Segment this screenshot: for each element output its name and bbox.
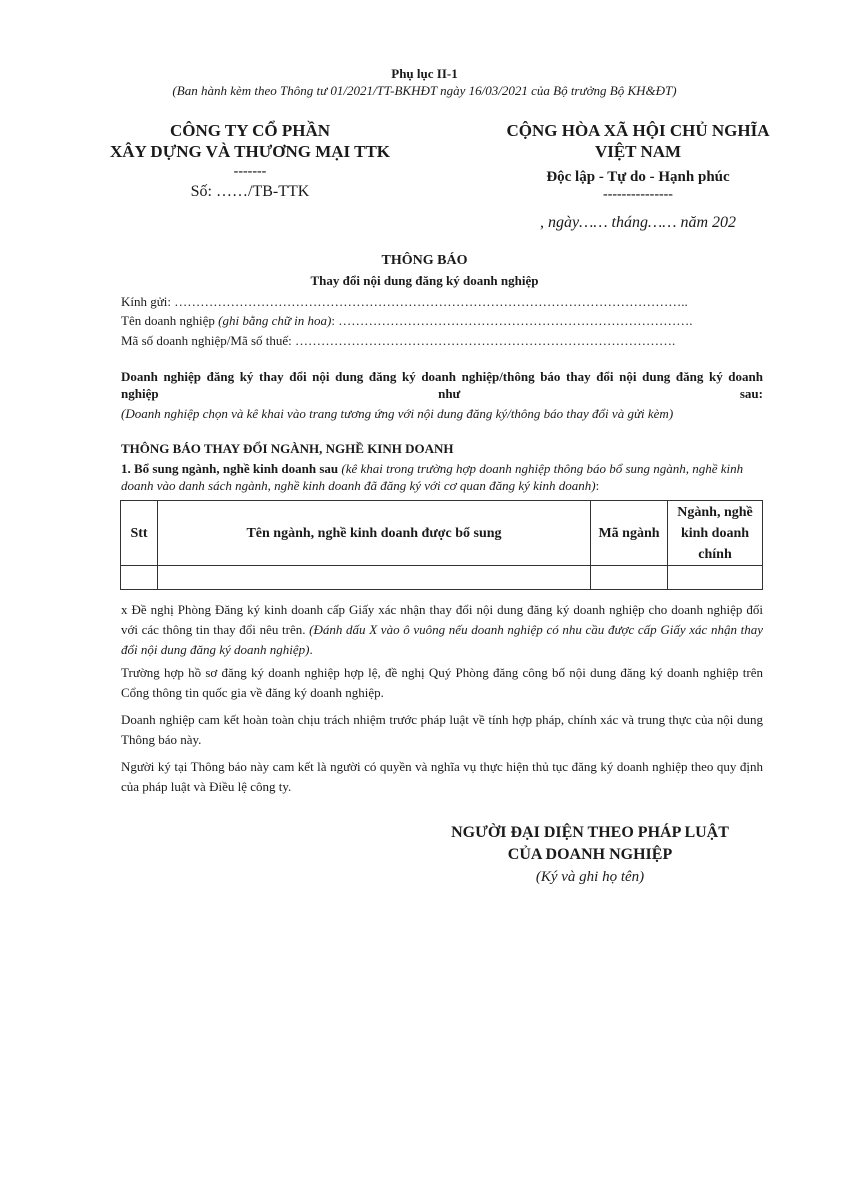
cell-sector-name[interactable]	[158, 566, 591, 590]
certificate-request-note: (Đánh dấu X vào ô vuông nếu doanh nghiệp có nhu cầu được cấp Giấy xác nhận thay đổi nội dung đăng ký doanh nghiệp)	[121, 622, 764, 657]
header-sector-code: Mã ngành	[591, 501, 668, 566]
enterprise-name-label: Tên doanh nghiệp	[121, 313, 215, 328]
enterprise-name-colon: :	[331, 313, 335, 328]
signature-note: (Ký và ghi họ tên)	[535, 869, 645, 885]
item-1-colon: :	[595, 478, 600, 493]
statement-word-1: nghiệp	[121, 386, 159, 401]
national-heading	[463, 120, 813, 233]
date-line: , ngày…… tháng…… năm 202	[539, 214, 736, 231]
addressee-field	[121, 293, 761, 310]
national-name-line2: VIỆT NAM	[594, 142, 682, 161]
statement-word-3: sau:	[739, 386, 763, 401]
header-sector-name: Tên ngành, nghề kinh doanh được bổ sung	[158, 501, 591, 566]
table-header-row	[121, 501, 763, 566]
company-name-line1: CÔNG TY CỔ PHẦN	[169, 121, 331, 140]
registration-statement	[121, 368, 763, 402]
certificate-request-text: x Đề nghị Phòng Đăng ký kinh doanh cấp Giấy xác nhận thay đổi nội dung đăng ký doanh nghiệp cho doanh nghiệp đối với các thông tin thay đổi nêu trên.	[121, 602, 763, 637]
header-main-line3: chính	[698, 546, 732, 562]
appendix-note: (Ban hành kèm theo Thông tư 01/2021/TT-BKHĐT ngày 16/03/2021 của Bộ trưởng Bộ KH&ĐT)	[172, 83, 677, 98]
certificate-request-end: .	[309, 642, 313, 657]
signer-commitment-paragraph: Người ký tại Thông báo này cam kết là người có quyền và nghĩa vụ thực hiện thủ tục đăng ký doanh nghiệp theo quy định của pháp luật và Điều lệ công ty.	[121, 759, 763, 794]
registration-statement-line2	[121, 385, 763, 402]
certificate-request-paragraph	[121, 600, 763, 660]
cell-stt[interactable]	[121, 566, 158, 590]
statement-word-2: như	[438, 386, 461, 401]
business-sector-table	[120, 500, 763, 590]
item-1-heading: 1. Bổ sung ngành, nghề kinh doanh sau	[121, 461, 339, 476]
registration-note: (Doanh nghiệp chọn và kê khai vào trang tương ứng với nội dung đăng ký/thông báo thay đổi và gửi kèm)	[121, 406, 674, 421]
section-title: THÔNG BÁO THAY ĐỔI NGÀNH, NGHỀ KINH DOANH	[121, 441, 454, 456]
table-row	[121, 566, 763, 590]
addressee-dots: ………………………………………………………………………………………………………..	[174, 294, 688, 309]
representative-title-line1: NGƯỜI ĐẠI DIỆN THEO PHÁP LUẬT	[451, 824, 729, 841]
enterprise-code-label: Mã số doanh nghiệp/Mã số thuế:	[121, 333, 292, 348]
enterprise-name-dots: ……………………………………………………………………….	[338, 313, 693, 328]
cell-sector-code[interactable]	[591, 566, 668, 590]
notice-title: THÔNG BÁO	[381, 253, 468, 268]
notice-subtitle: Thay đổi nội dung đăng ký doanh nghiệp	[310, 273, 539, 288]
representative-block	[390, 822, 790, 888]
item-1-note: (kê khai trong trường hợp doanh nghiệp thông báo bổ sung ngành, nghề kinh doanh vào danh sách ngành, nghề kinh doanh đã đăng ký với cơ quan đăng ký kinh doanh)	[121, 461, 744, 493]
appendix-title: Phụ lục II-1	[391, 66, 458, 81]
company-divider: -------	[233, 164, 267, 179]
national-name-line1: CỘNG HÒA XÃ HỘI CHỦ NGHĨA	[506, 121, 770, 140]
enterprise-name-field	[121, 312, 761, 329]
enterprise-name-hint: (ghi bằng chữ in hoa)	[218, 313, 332, 328]
header-stt: Stt	[121, 501, 158, 566]
document-number: Số: ……/TB-TTK	[190, 183, 310, 200]
publish-request-paragraph: Trường hợp hồ sơ đăng ký doanh nghiệp hợp lệ, đề nghị Quý Phòng đăng công bố nội dung đăng ký doanh nghiệp trên Cổng thông tin quốc gia về đăng ký doanh nghiệp.	[121, 665, 763, 700]
national-motto: Độc lập - Tự do - Hạnh phúc	[546, 169, 730, 185]
representative-title-line2: CỦA DOANH NGHIỆP	[507, 846, 673, 863]
header-main-line2: kinh doanh	[680, 525, 750, 541]
item-1-text	[121, 460, 765, 494]
addressee-label: Kính gửi:	[121, 294, 172, 309]
registration-statement-line1: Doanh nghiệp đăng ký thay đổi nội dung đăng ký doanh nghiệp/thông báo thay đổi nội dung đăng ký doanh	[121, 369, 763, 384]
header-main-line1: Ngành, nghề	[677, 504, 753, 520]
commitment-paragraph: Doanh nghiệp cam kết hoàn toàn chịu trách nhiệm trước pháp luật về tính hợp pháp, chính xác và trung thực của nội dung Thông báo này.	[121, 712, 763, 747]
enterprise-code-dots: …………………………………………………………………………….	[295, 333, 676, 348]
motto-divider: ---------------	[603, 187, 673, 202]
header-main-sector	[668, 501, 763, 566]
company-block	[80, 120, 420, 202]
cell-main-sector[interactable]	[668, 566, 763, 590]
company-name-line2: XÂY DỰNG VÀ THƯƠNG MẠI TTK	[109, 142, 391, 161]
enterprise-code-field	[121, 332, 761, 349]
